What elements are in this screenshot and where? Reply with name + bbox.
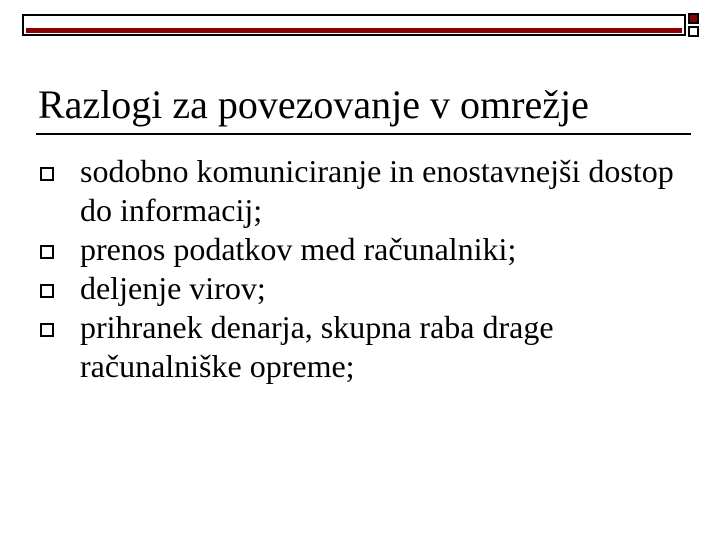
header-decoration-bar bbox=[22, 14, 686, 36]
hollow-square-icon bbox=[40, 167, 54, 181]
hollow-square-icon bbox=[40, 284, 54, 298]
bullet-text: prihranek denarja, skupna raba drage računalniške opreme; bbox=[80, 309, 554, 384]
bullet-text: prenos podatkov med računalniki; bbox=[80, 231, 517, 267]
corner-square-filled bbox=[688, 13, 699, 24]
bullet-item bbox=[38, 230, 688, 269]
hollow-square-icon bbox=[40, 323, 54, 337]
title-underline bbox=[36, 133, 691, 135]
bullet-item bbox=[38, 308, 688, 386]
header-accent-stripe bbox=[26, 28, 682, 33]
bullet-text: sodobno komuniciranje in enostavnejši dostop do informacij; bbox=[80, 153, 674, 228]
corner-square-hollow bbox=[688, 26, 699, 37]
bullet-list bbox=[38, 152, 688, 386]
bullet-text: deljenje virov; bbox=[80, 270, 266, 306]
slide-title: Razlogi za povezovanje v omrežje bbox=[38, 82, 589, 127]
hollow-square-icon bbox=[40, 245, 54, 259]
bullet-item bbox=[38, 269, 688, 308]
bullet-item bbox=[38, 152, 688, 230]
